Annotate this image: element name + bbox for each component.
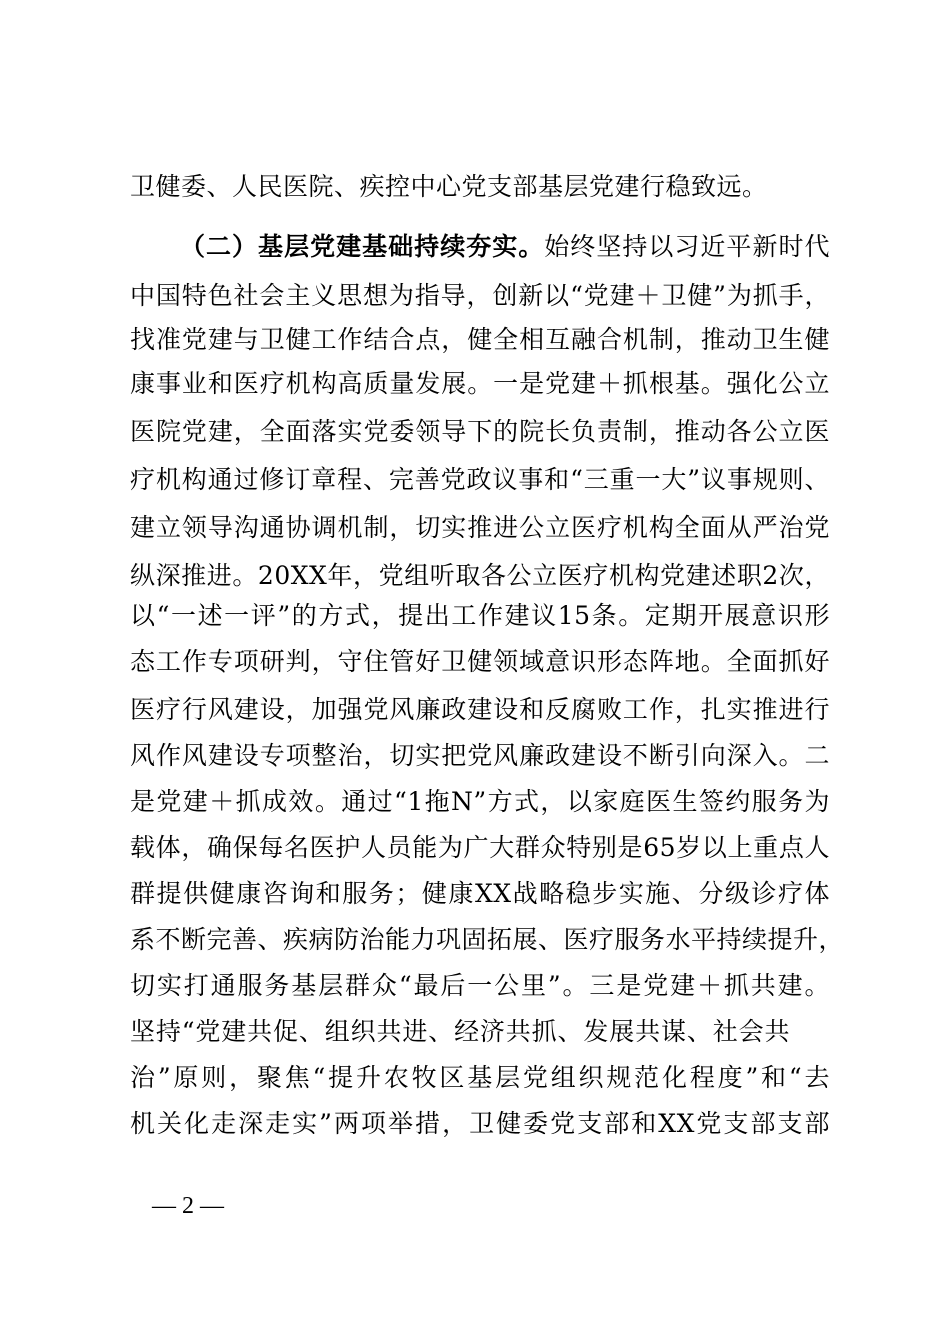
text-line-10: 以“一述一评”的方式，提出工作建议15条。定期开展意识形	[130, 601, 830, 630]
text-line-6: 医院党建，全面落实党委领导下的院长负责制，推动各公立医	[130, 417, 830, 446]
text-line-9: 纵深推进。20XX年，党组听取各公立医疗机构党建述职2次，	[130, 561, 830, 590]
text-line-8: 建立领导沟通协调机制，切实推进公立医疗机构全面从严治党	[130, 513, 830, 542]
text-line-19: 坚持“党建共促、组织共进、经济共抓、发展共谋、社会共	[130, 1017, 790, 1046]
text-line-4: 找准党建与卫健工作结合点，健全相互融合机制，推动卫生健	[130, 325, 830, 354]
text-line-16: 群提供健康咨询和服务；健康XX战略稳步实施、分级诊疗体	[130, 879, 830, 908]
text-line-11: 态工作专项研判，守住管好卫健领域意识形态阵地。全面抓好	[130, 647, 830, 676]
section-heading-rest: 始终坚持以习近平新时代	[544, 232, 830, 261]
text-line-14: 是党建＋抓成效。通过“1拖N”方式，以家庭医生签约服务为	[130, 787, 830, 816]
text-line-15: 载体，确保每名医护人员能为广大群众特别是65岁以上重点人	[130, 833, 830, 862]
text-line-7: 疗机构通过修订章程、完善党政议事和“三重一大”议事规则、	[130, 465, 830, 494]
text-line-12: 医疗行风建设，加强党风廉政建设和反腐败工作，扎实推进行	[130, 695, 830, 724]
text-line-21: 机关化走深走实”两项举措，卫健委党支部和XX党支部支部	[130, 1109, 830, 1138]
text-line-3: 中国特色社会主义思想为指导，创新以“党建＋卫健”为抓手，	[130, 281, 830, 310]
text-line-1: 卫健委、人民医院、疾控中心党支部基层党建行稳致远。	[130, 172, 768, 201]
text-line-20: 治”原则，聚焦“提升农牧区基层党组织规范化程度”和“去	[130, 1063, 830, 1092]
text-line-18: 切实打通服务基层群众“最后一公里”。三是党建＋抓共建。	[130, 971, 830, 1000]
section-heading-line	[180, 227, 830, 267]
text-line-17: 系不断完善、疾病防治能力巩固拓展、医疗服务水平持续提升，	[130, 925, 845, 954]
page-number: — 2 —	[152, 1193, 224, 1219]
section-heading: （二）基层党建基础持续夯实。	[180, 232, 545, 261]
text-line-5: 康事业和医疗机构高质量发展。一是党建＋抓根基。强化公立	[130, 369, 830, 398]
text-line-13: 风作风建设专项整治，切实把党风廉政建设不断引向深入。二	[130, 741, 830, 770]
